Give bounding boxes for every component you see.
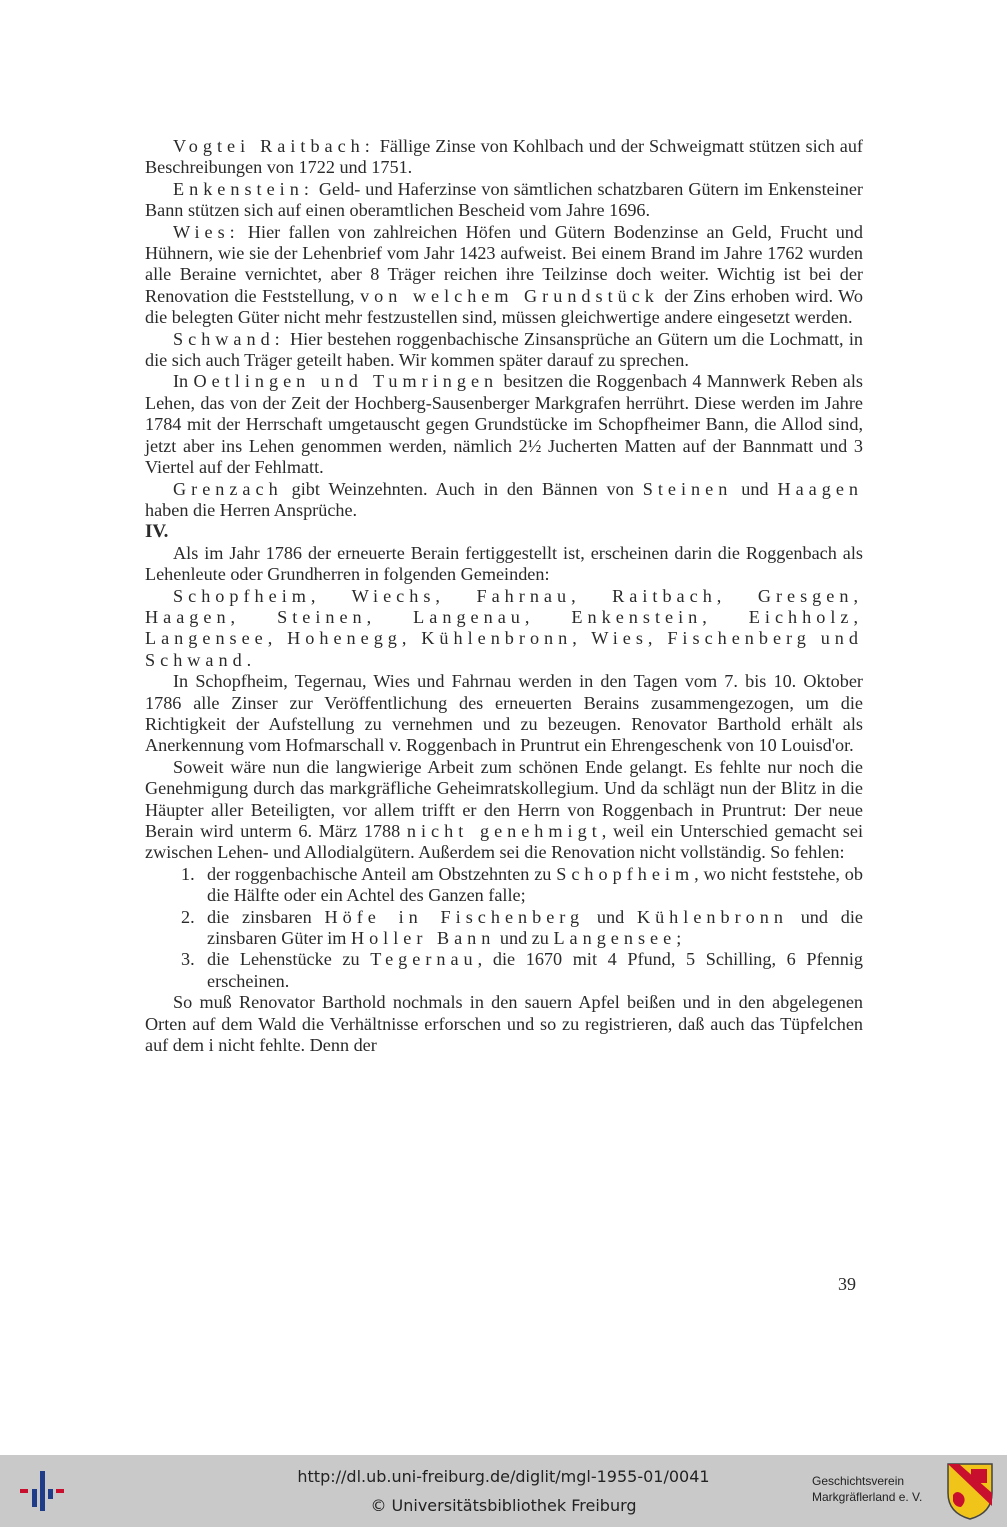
place-name: Grenzach: [173, 478, 283, 499]
body-text: [145, 136, 863, 1056]
paragraph-grenzach: Grenzach gibt Weinzehnten. Auch in den Bännen von Steinen und Haagen haben die Herren Ansprüche.: [145, 478, 863, 520]
place-name: Vogtei Raitbach:: [173, 136, 375, 156]
footer-bar: [0, 1455, 1007, 1527]
place-name: Schwand:: [173, 328, 285, 349]
paragraph-zinser: In Schopfheim, Tegernau, Wies und Fahrnau werden in den Tagen vom 7. bis 10. Oktober 1786 alle Zinser zur Veröffentlichung des erneuerten Berains zusammengezogen, um die Richtigkeit der Aufstellung zu vernehmen und zu bezeugen. Renovator Barthold erhält als Anerkennung vom Hofmarschall v. Roggenbach in Pruntrut ein Ehrengeschenk von 10 Louisd'or.: [145, 671, 863, 756]
paragraph-oetlingen: In Oetlingen und Tumringen besitzen die Roggenbach 4 Mannwerk Reben als Lehen, das von der Zeit der Hochberg-Sausenberger Markgrafen herrührt. Diese werden im Jahre 1784 mit der Herrschaft umgetauscht gegen Grundstücke im Schopfheimer Bann, die Allod sind, jetzt aber ins Lehen genommen werden, nämlich 2½ Jucherten Matten auf der Bannmatt und 3 Viertel auf der Fehlmatt.: [145, 371, 863, 478]
paragraph-barthold: So muß Renovator Barthold nochmals in den sauern Apfel beißen und in den abgelegenen Orten auf dem Wald die Verhältnisse erforschen und so zu registrieren, daß auch das Tüpfelchen auf dem i nicht fehlte. Denn der: [145, 992, 863, 1056]
paragraph-municipalities: Schopfheim, Wiechs, Fahrnau, Raitbach, Gresgen, Haagen, Steinen, Langenau, Enkenstein, Eichholz, Langensee, Hohenegg, Kühlenbronn, Wies, Fischenberg und Schwand.: [145, 585, 863, 670]
paragraph-schwand: Schwand: Hier bestehen roggenbachische Zinsansprüche an Gütern um die Lochmatt, in die sich auch Träger geteilt haben. Wir kommen später darauf zu sprechen.: [145, 328, 863, 371]
list-item: 1. der roggenbachische Anteil am Obstzehnten zu Schopfheim, wo nicht feststehe, ob die Hälfte oder ein Achtel des Ganzen falle;: [181, 863, 863, 906]
paragraph-genehmigung: Soweit wäre nun die langwierige Arbeit zum schönen Ende gelangt. Es fehlte nur noch die Genehmigung durch das markgräfliche Geheimratskollegium. Und da schlägt nun der Blitz in die Häupter aller Beteiligten, vor allem trifft er den Herrn von Roggenbach in Pruntrut: Der neue Berain wird unterm 6. März 1788 nicht genehmigt, weil ein Unterschied gemacht sei zwischen Lehen- und Allodialgütern. Außerdem sei die Renovation nicht vollständig. So fehlen:: [145, 756, 863, 863]
markgraeflerland-crest-icon: [945, 1461, 995, 1521]
paragraph-vogtei-raitbach: Vogtei Raitbach: Fällige Zinse von Kohlbach und der Schweigmatt stützen sich auf Beschreibungen von 1722 und 1751.: [145, 136, 863, 178]
missing-items-list: [145, 864, 863, 992]
copyright-notice: © Universitätsbibliothek Freiburg: [370, 1496, 637, 1515]
paragraph-berain-1786: Als im Jahr 1786 der erneuerte Berain fertiggestellt ist, erscheinen darin die Roggenbach als Lehenleute oder Grundherren in folgenden Gemeinden:: [145, 542, 863, 585]
paragraph-wies: Wies: Hier fallen von zahlreichen Höfen und Gütern Bodenzinse an Geld, Frucht und Hühnern, wie sie der Lehenbrief vom Jahr 1423 aufweist. Bei einem Brand im Jahre 1762 wurden alle Beraine vernichtet, aber 8 Träger reichen ihre Teilzinse doch weiter. Wichtig ist bei der Renovation die Feststellung, von welchem Grundstück der Zins erhoben wird. Wo die belegten Güter nicht mehr festzustellen sind, müssen gleichwertige andere eingesetzt werden.: [145, 221, 863, 328]
page-number: 39: [838, 1274, 856, 1294]
list-item: 3. die Lehenstücke zu Tegernau, die 1670 mit 4 Pfund, 5 Schilling, 6 Pfennig erscheinen.: [181, 949, 863, 991]
organization-name: Geschichtsverein Markgräflerland e. V.: [812, 1474, 923, 1504]
paragraph-enkenstein: Enkenstein: Geld- und Haferzinse von sämtlichen schatzbaren Gütern im Enkensteiner Bann stützen sich auf einen oberamtlichen Bescheid vom Jahre 1696.: [145, 178, 863, 221]
place-name: Oetlingen und Tumringen: [193, 371, 499, 392]
permalink[interactable]: http://dl.ub.uni-freiburg.de/diglit/mgl-1955-01/0041: [297, 1467, 710, 1486]
section-heading: IV.: [145, 521, 169, 543]
list-item: 2. die zinsbaren Höfe in Fischenberg und Kühlenbronn und die zinsbaren Güter im Holler Bann und zu Langensee;: [181, 906, 863, 949]
place-name: Enkenstein:: [173, 178, 314, 199]
place-name: Wies:: [173, 221, 240, 242]
